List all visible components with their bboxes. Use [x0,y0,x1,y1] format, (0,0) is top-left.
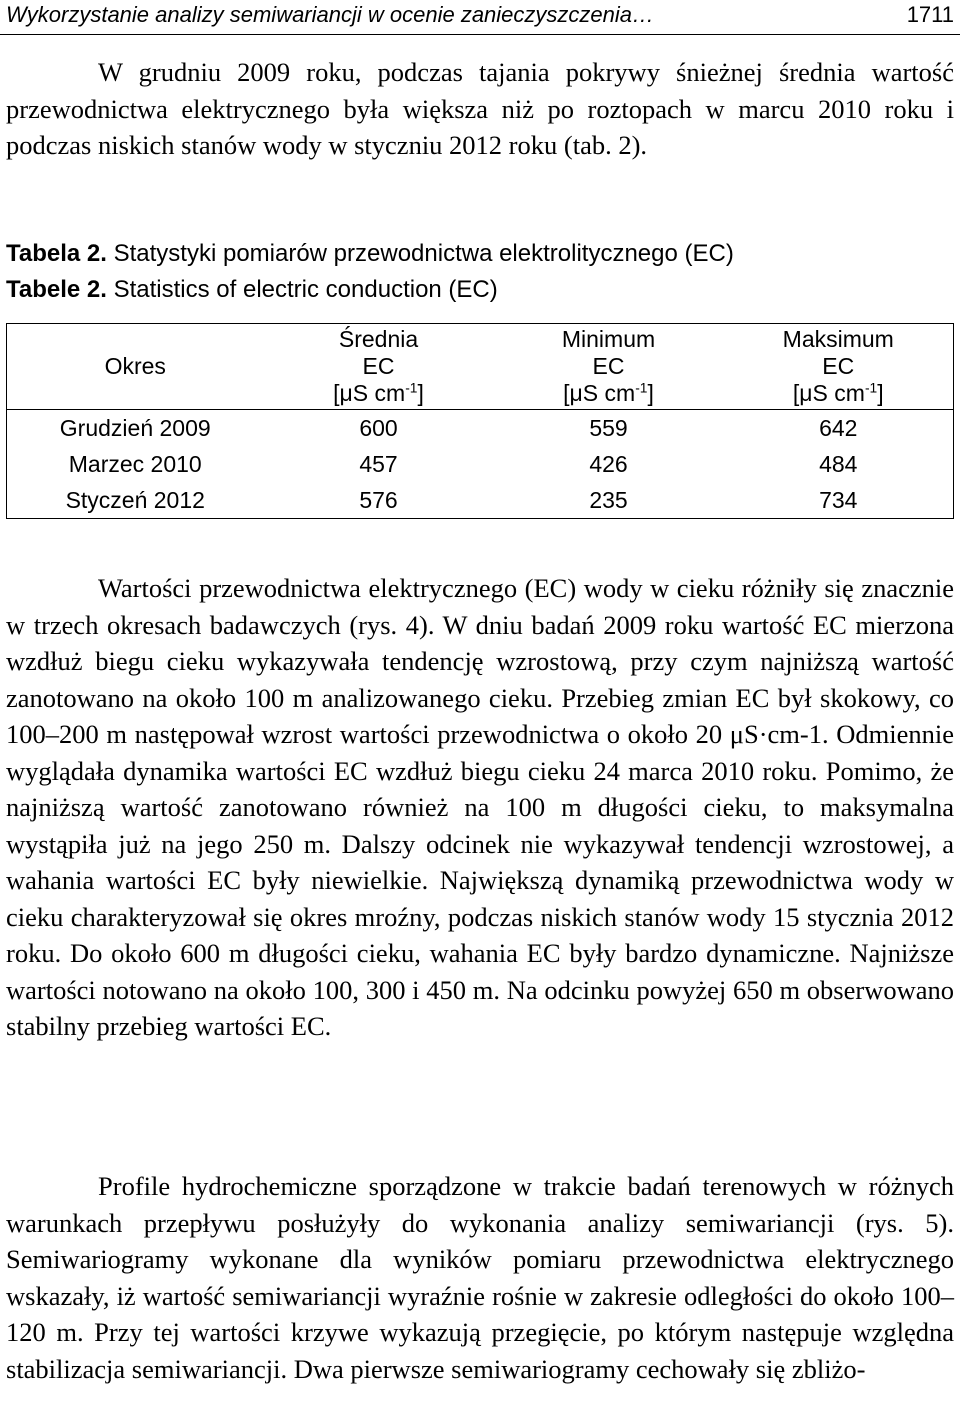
paragraph-intro: W grudniu 2009 roku, podczas tajania pokrywy śnieżnej średnia wartość przewodnictwa elektrycznego była większa niż po roztopach w marcu 2010 roku i podczas niskich stanów wody w styczniu 2012 roku (tab. 2). [6,57,954,160]
cell-period: Styczeń 2012 [65,486,205,513]
header-min-quantity: EC [592,353,625,379]
running-header [0,0,960,35]
cell-mean: 457 [359,450,398,477]
cell-max: 484 [819,450,858,477]
header-min-unit: [μS $cm^{-1}$] [563,380,654,406]
cell-min: 426 [589,450,628,477]
page-number: 1711 [906,2,954,27]
header-max [724,324,954,410]
header-max-quantity: EC [822,353,855,379]
table-title-en: Statistics of electric conduction (EC) [113,276,498,303]
cell-max: 734 [819,486,858,513]
paragraph-semivariance: Profile hydrochemiczne sporządzone w trakcie badań terenowych w różnych warunkach przepływu posłużyły do wykonania analizy semiwariancji (rys. 5). Semiwariogramy wykonane dla wyników pomiaru przewodnictwa elektrycznego wskazały, iż wartość semiwariancji wyraźnie rośnie w zakresie odległości do około 100–120 m. Przy tej wartości krzywe wykazują przegięcie, po którym następuje względna stabilizacja semiwariancji. Dwa pierwsze semiwariogramy cechowały się zbliżo- [6,1171,954,1384]
header-mean-unit: [μS $cm^{-1}$] [333,380,424,406]
header-max-name: Maksimum [782,326,894,352]
table-row [7,410,954,447]
header-min [494,324,724,410]
table-row [7,482,954,519]
cell-max: 642 [724,410,954,447]
header-okres: Okres [104,353,166,379]
cell-mean: 600 [264,410,494,447]
header-max-unit: [μS $cm^{-1}$] [792,380,884,406]
table-row [7,446,954,482]
header-min-name: Minimum [561,326,656,352]
statistics-table [6,323,954,519]
cell-period: Grudzień 2009 [7,410,264,447]
header-mean-name: Średnia [338,326,419,352]
cell-min: 559 [494,410,724,447]
table-caption-en [6,276,498,304]
header-mean-quantity: EC [362,353,395,379]
table-caption-pl [6,240,734,268]
table-label-pl: Tabela 2. [6,240,107,267]
cell-mean: 576 [359,486,398,513]
table-header-row [7,324,954,410]
cell-min: 235 [589,486,628,513]
running-title: Wykorzystanie analizy semiwariancji w ocenie zanieczyszczenia… [6,2,655,27]
table-title-pl: Statystyki pomiarów przewodnictwa elektrolitycznego (EC) [113,240,734,267]
header-mean [264,324,494,410]
cell-period: Marzec 2010 [68,450,202,477]
table-label-en: Tabele 2. [6,276,107,303]
paragraph-ec-results: Wartości przewodnictwa elektrycznego (EC) wody w cieku różniły się znacznie w trzech okresach badawczych (rys. 4). W dniu badań 2009 roku wartość EC mierzona wzdłuż biegu cieku wykazywała tendencję wzrostową, przy czym najniższą wartość zanotowano na około 100 m analizowanego cieku. Przebieg zmian EC był skokowy, co 100–200 m następował wzrost wartości przewodnictwa o około 20 μS·cm-1. Odmiennie wyglądała dynamika wartości EC wzdłuż biegu cieku 24 marca 2010 roku. Pomimo, że najniższą wartość zanotowano również na 100 m długości cieku, to maksymalna wystąpiła już na jego 250 m. Dalszy odcinek nie wykazywał tendencji wzrostowej, a wahania wartości EC były niewielkie. Największą dynamiką przewodnictwa wody w cieku charakteryzował się okres mroźny, podczas niskich stanów wody 15 stycznia 2012 roku. Do około 600 m długości cieku, wahania EC były bardzo dynamiczne. Najniższe wartości notowano na około 100, 300 i 450 m. Na odcinku powyżej 650 m obserwowano stabilny przebieg wartości EC. [6,573,954,1041]
